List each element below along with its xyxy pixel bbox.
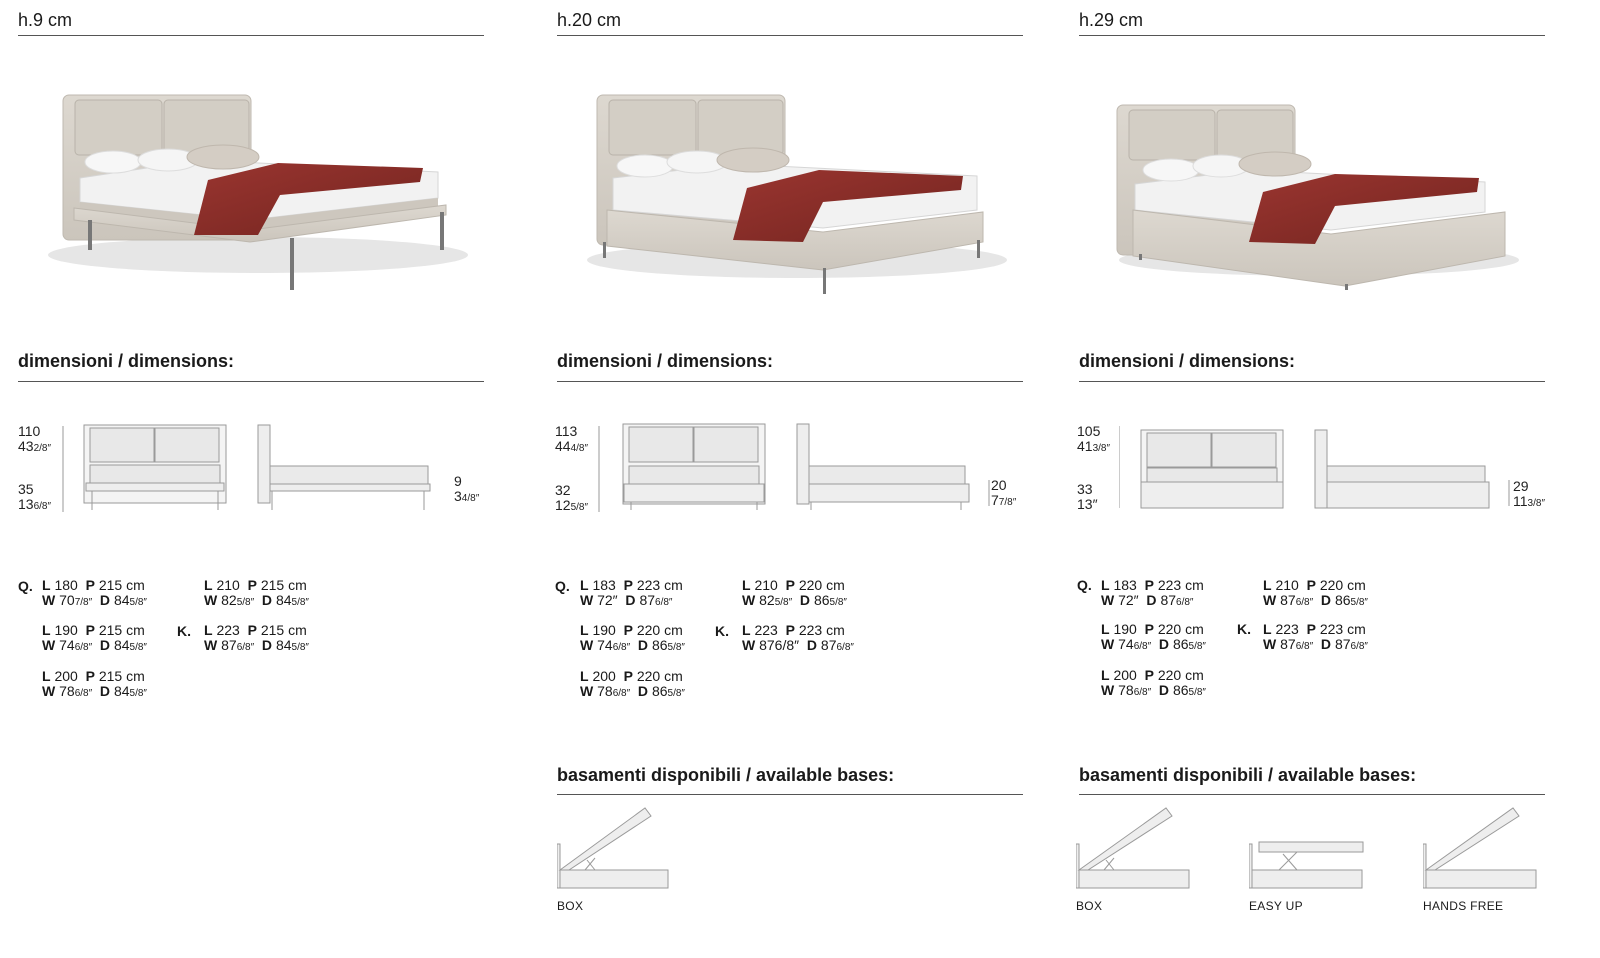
size-spec: L 183 P 223 cm W 72″ D 876/8″	[1101, 577, 1204, 608]
front-side-view-drawing	[1119, 420, 1539, 520]
box-base-icon	[557, 804, 677, 894]
side-height: 9 34/8″	[454, 473, 480, 504]
dimensions-title: dimensioni / dimensions:	[557, 350, 1023, 382]
size-spec: L 223 P 223 cm W 876/8″ D 876/8″	[1263, 621, 1368, 652]
front-side-view-drawing	[58, 420, 478, 520]
size-specs	[1079, 578, 1549, 718]
bed-height: 35 136/8″	[18, 481, 52, 512]
side-height: 29 113/8″	[1513, 478, 1545, 509]
base-label: BOX	[557, 899, 584, 913]
headboard-height: 110 432/8″	[18, 423, 52, 454]
size-spec: L 190 P 220 cm W 746/8″ D 865/8″	[1101, 621, 1206, 652]
hands-free-base-icon	[1423, 804, 1543, 894]
height-title: h.20 cm	[557, 9, 1023, 36]
front-side-view-drawing	[597, 420, 1017, 520]
base-option-box[interactable]	[1076, 804, 1196, 914]
dimension-drawing	[1079, 420, 1559, 520]
size-spec: L 200 P 215 cm W 786/8″ D 845/8″	[42, 668, 147, 699]
base-label: BOX	[1076, 899, 1103, 913]
dimension-drawing	[18, 420, 498, 520]
box-base-icon	[1076, 804, 1196, 894]
base-option-hands-free[interactable]	[1423, 804, 1543, 914]
headboard-height: 113 444/8″	[555, 423, 589, 454]
king-label: K.	[177, 623, 191, 639]
dimension-drawing	[557, 420, 1037, 520]
base-option-box[interactable]	[557, 804, 677, 914]
height-title: h.9 cm	[18, 9, 484, 36]
queen-label: Q.	[18, 578, 33, 594]
king-label: K.	[715, 623, 729, 639]
queen-label: Q.	[555, 578, 570, 594]
bases-title: basamenti disponibili / available bases:	[557, 764, 1023, 795]
bed-photo-h29	[1079, 60, 1545, 320]
base-label: HANDS FREE	[1423, 899, 1504, 913]
side-height: 20 77/8″	[991, 477, 1017, 508]
size-specs	[18, 578, 488, 718]
easy-up-base-icon	[1249, 804, 1369, 894]
size-spec: L 223 P 223 cm W 876/8″ D 876/8″	[742, 622, 854, 653]
base-label: EASY UP	[1249, 899, 1303, 913]
column-h9	[18, 0, 488, 958]
base-option-easy-up[interactable]	[1249, 804, 1369, 914]
size-spec: L 223 P 215 cm W 876/8″ D 845/8″	[204, 622, 309, 653]
size-spec: L 190 P 215 cm W 746/8″ D 845/8″	[42, 622, 147, 653]
king-label: K.	[1237, 621, 1251, 637]
column-h29	[1076, 0, 1549, 958]
size-spec: L 183 P 223 cm W 72″ D 876/8″	[580, 577, 683, 608]
dimensions-title: dimensioni / dimensions:	[1079, 350, 1545, 382]
size-spec: L 180 P 215 cm W 707/8″ D 845/8″	[42, 577, 147, 608]
size-specs	[557, 578, 1027, 718]
size-spec: L 210 P 215 cm W 825/8″ D 845/8″	[204, 577, 309, 608]
column-h20	[557, 0, 1027, 958]
bed-photo-h20	[557, 60, 1023, 320]
dimensions-title: dimensioni / dimensions:	[18, 350, 484, 382]
size-spec: L 210 P 220 cm W 876/8″ D 865/8″	[1263, 577, 1368, 608]
size-spec: L 190 P 220 cm W 746/8″ D 865/8″	[580, 622, 685, 653]
size-spec: L 200 P 220 cm W 786/8″ D 865/8″	[1101, 667, 1206, 698]
size-spec: L 200 P 220 cm W 786/8″ D 865/8″	[580, 668, 685, 699]
queen-label: Q.	[1077, 577, 1092, 593]
headboard-height: 105 413/8″	[1077, 423, 1111, 454]
bed-photo-h9	[18, 60, 484, 320]
height-title: h.29 cm	[1079, 9, 1545, 36]
bed-height: 33 13″	[1077, 481, 1098, 512]
bases-title: basamenti disponibili / available bases:	[1079, 764, 1545, 795]
size-spec: L 210 P 220 cm W 825/8″ D 865/8″	[742, 577, 847, 608]
bed-height: 32 125/8″	[555, 482, 589, 513]
